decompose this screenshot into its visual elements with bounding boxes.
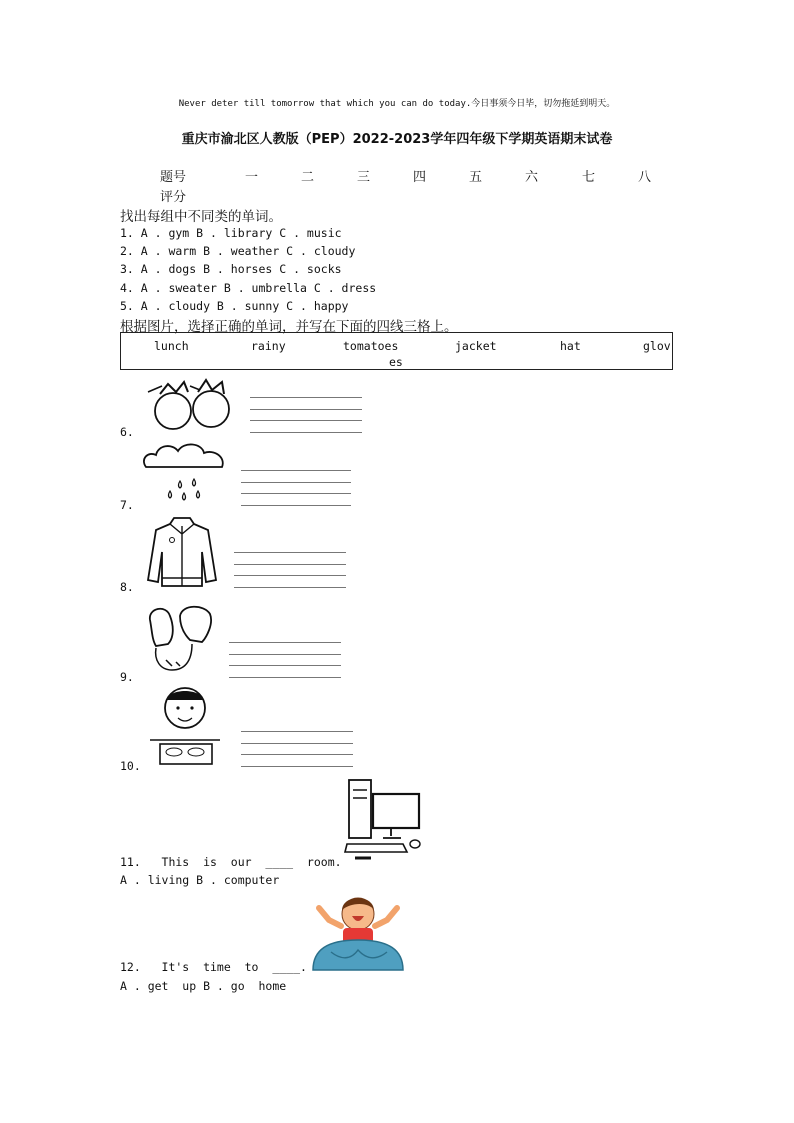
word-jacket: jacket <box>455 339 497 353</box>
score-col-1: 一 <box>245 170 259 185</box>
score-col-5: 五 <box>469 170 483 185</box>
question-12-stem: 12. It's time to ____. <box>120 960 307 974</box>
question-4: 4. A . sweater B . umbrella C . dress <box>120 281 377 295</box>
page-title: 重庆市渝北区人教版（PEP）2022-2023学年四年级下学期英语期末试卷 <box>181 132 613 147</box>
word-rainy: rainy <box>251 339 286 353</box>
score-col-6: 六 <box>525 170 539 185</box>
question-3: 3. A . dogs B . horses C . socks <box>120 262 342 276</box>
computer-image <box>343 776 425 862</box>
score-col-2: 二 <box>301 170 315 185</box>
tomatoes-image <box>140 376 235 428</box>
gloves-image <box>144 604 216 676</box>
score-row-label-score: 评分 <box>160 190 187 205</box>
item-6-number: 6. <box>120 425 134 439</box>
rain-cloud-image <box>140 441 228 507</box>
item-7-number: 7. <box>120 498 134 512</box>
word-gloves-wrap: es <box>389 355 403 369</box>
score-col-3: 三 <box>357 170 371 185</box>
item-10-number: 10. <box>120 759 141 773</box>
question-11-stem: 11. This is our ____ room. <box>120 855 342 869</box>
question-12-options: A . get up B . go home <box>120 979 287 993</box>
motto: Never deter till tomorrow that which you can do today.今日事须今日毕，切勿拖延到明天。 <box>178 99 616 109</box>
question-2: 2. A . warm B . weather C . cloudy <box>120 244 356 258</box>
item-8-number: 8. <box>120 580 134 594</box>
word-bank <box>120 332 673 370</box>
score-row-label-number: 题号 <box>160 170 187 185</box>
word-tomatoes: tomatoes <box>343 339 399 353</box>
question-1: 1. A . gym B . library C . music <box>120 226 342 240</box>
score-col-7: 七 <box>582 170 596 185</box>
section1-heading: 找出每组中不同类的单词。 <box>120 209 282 225</box>
question-5: 5. A . cloudy B . sunny C . happy <box>120 299 349 313</box>
question-11-options: A . living B . computer <box>120 873 280 887</box>
word-glov: glov <box>643 339 671 353</box>
section2-heading: 根据图片，选择正确的单词，并写在下面的四线三格上。 <box>120 319 458 335</box>
boy-waking-up-image <box>311 890 405 972</box>
word-lunch: lunch <box>154 339 189 353</box>
score-col-4: 四 <box>413 170 427 185</box>
score-col-8: 八 <box>638 170 652 185</box>
item-9-number: 9. <box>120 670 134 684</box>
word-hat: hat <box>560 339 581 353</box>
lunch-image <box>150 686 220 768</box>
jacket-image <box>146 516 218 590</box>
